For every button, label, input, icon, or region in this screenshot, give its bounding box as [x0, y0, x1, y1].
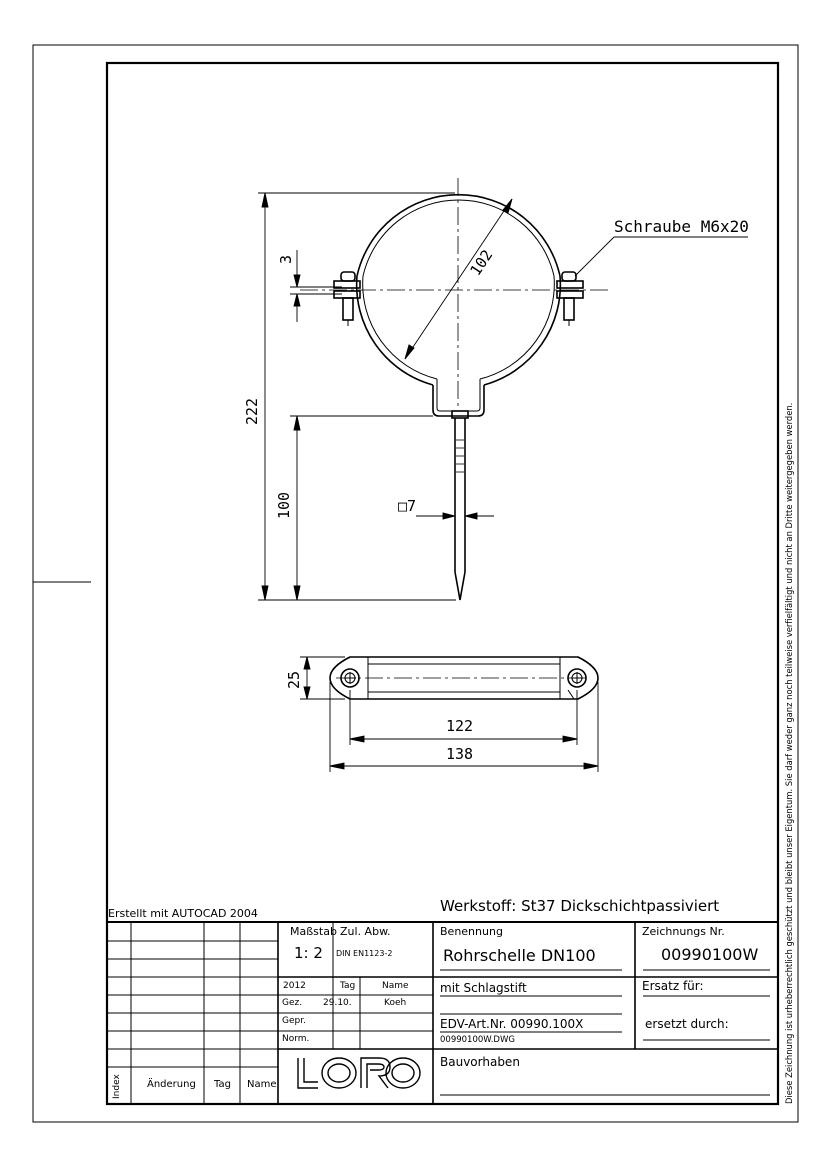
dim-total-height: 222	[243, 397, 261, 425]
project-label: Bauvorhaben	[440, 1055, 520, 1069]
copyright-note: Diese Zeichnung ist urheberrechtlich geschützt und bleibt unser Eigentum. Sie darf weder ganz noch teilweise verfielfältigt und nicht an Dritte weitergegeben werden.	[784, 402, 794, 1104]
loro-logo	[298, 1058, 420, 1088]
front-view	[334, 195, 583, 600]
gez-date: 29.10.	[323, 998, 352, 1008]
tag-header: Tag	[340, 981, 356, 991]
drawing-no-value: 00990100W	[661, 945, 759, 964]
revision-change-header: Änderung	[147, 1079, 196, 1090]
dim-nail-length: 100	[275, 491, 293, 519]
dim-width: 25	[285, 670, 303, 689]
designation-label: Benennung	[440, 925, 503, 938]
tolerance-value: DIN EN1123-2	[336, 949, 393, 958]
tolerance-label: Zul. Abw.	[340, 925, 391, 938]
drawing-no-label: Zeichnungs Nr.	[642, 925, 725, 938]
subtitle: mit Schlagstift	[440, 981, 527, 995]
scale-value: 1: 2	[294, 944, 323, 962]
created-with: Erstellt mit AUTOCAD 2004	[108, 907, 258, 920]
scale-label: Maßstab	[290, 925, 337, 938]
screw-label: Schraube M6x20	[614, 217, 749, 236]
file-name: 00990100W.DWG	[440, 1035, 515, 1045]
dim-hole-spacing: 122	[446, 717, 474, 735]
edv-article: EDV-Art.Nr. 00990.100X	[440, 1017, 584, 1031]
dimension-lines	[258, 193, 748, 600]
gepr-label: Gepr.	[282, 1016, 306, 1026]
dim-overall-length: 138	[446, 745, 474, 763]
revision-name-header: Name	[247, 1079, 277, 1090]
revision-index-header: Index	[112, 1074, 122, 1099]
gez-name: Koeh	[384, 998, 407, 1008]
revision-day-header: Tag	[214, 1079, 231, 1090]
dim-3: 3	[277, 254, 295, 264]
designation-value: Rohrschelle DN100	[443, 946, 596, 965]
year: 2012	[283, 981, 306, 991]
norm-label: Norm.	[282, 1034, 310, 1044]
dim-square: □7	[398, 497, 417, 515]
name-header: Name	[382, 981, 409, 991]
center-lines	[300, 178, 612, 678]
gez-label: Gez.	[282, 998, 303, 1008]
replaced-by-label: ersetzt durch:	[645, 1017, 729, 1031]
diameter-dimension: 102	[466, 246, 497, 279]
replaces-label: Ersatz für:	[642, 979, 704, 993]
material: Werkstoff: St37 Dickschichtpassiviert	[440, 897, 720, 915]
